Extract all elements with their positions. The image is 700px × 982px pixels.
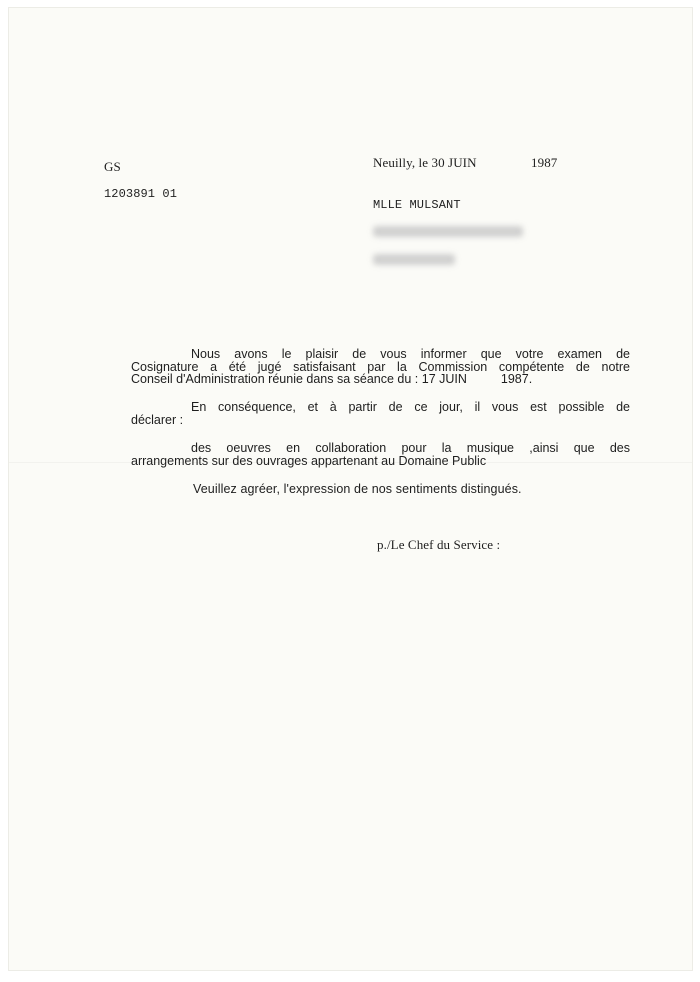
redacted-city-line (373, 254, 455, 265)
session-year: 1987. (500, 372, 533, 386)
paragraph-line: Conseil d'Administration réunie dans sa séance du : 17 JUIN (131, 372, 467, 386)
date-year: 1987 (531, 155, 558, 170)
recipient-name: MLLE MULSANT (373, 198, 461, 212)
place-and-date: Neuilly, le 30 JUIN (373, 155, 477, 170)
paragraph-consequence (131, 401, 630, 426)
signature-label: p./Le Chef du Service : (377, 537, 501, 552)
paragraph-line: Cosignature a été jugé satisfaisant par la Commission compétente de notre (131, 359, 630, 374)
redacted-address-line (373, 226, 523, 237)
closing-formula: Veuillez agréer, l'expression de nos sentiments distingués. (193, 482, 522, 496)
paragraph-permitted-works (131, 442, 630, 467)
paragraph-line: des oeuvres en collaboration pour la musique ,ainsi que des (191, 441, 630, 455)
paragraph-line: arrangements sur des ouvrages appartenant au Domaine Public (131, 453, 487, 468)
paragraph-line: Nous avons le plaisir de vous informer que votre examen de (191, 347, 630, 361)
paragraph-exam-result (131, 348, 630, 386)
reference-initials: GS (104, 159, 121, 174)
reference-number: 1203891 01 (104, 187, 178, 201)
paragraph-line: En conséquence, et à partir de ce jour, il vous est possible de (191, 400, 630, 414)
paragraph-line: déclarer : (131, 412, 184, 427)
